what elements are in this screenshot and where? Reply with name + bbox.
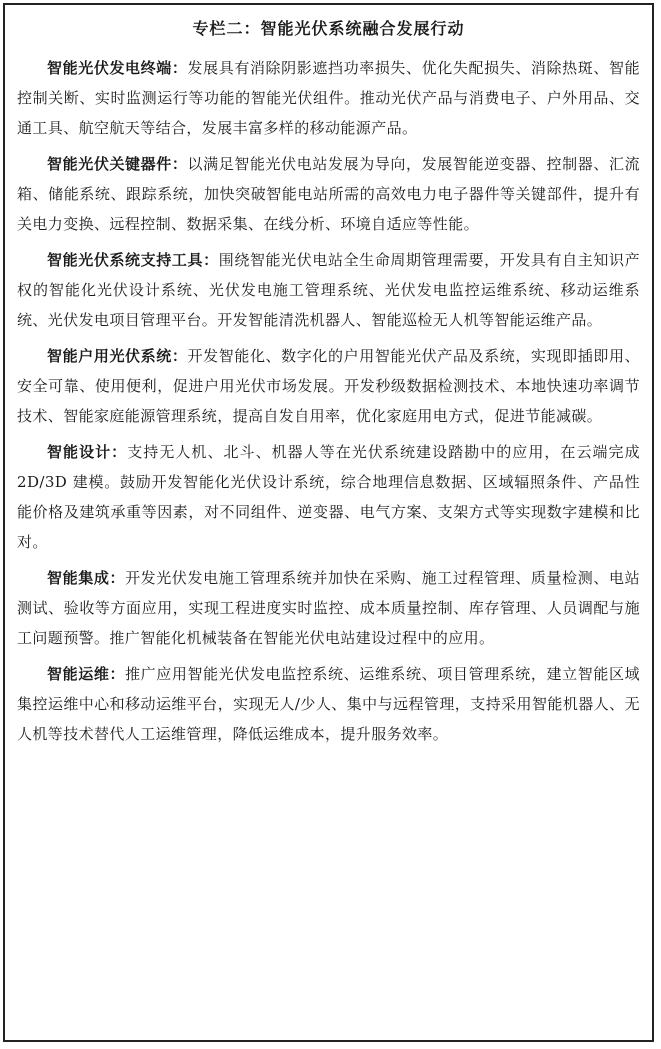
section-heading: 智能光伏关键器件： <box>47 155 188 173</box>
section-heading: 智能光伏发电终端： <box>47 59 188 77</box>
section-heading: 智能户用光伏系统： <box>47 347 188 365</box>
section-body: 以满足智能光伏电站发展为导向，发展智能逆变器、控制器、汇流箱、储能系统、跟踪系统，加快突破智能电站所需的高效电力电子器件等关键部件，提升有关电力变换、远程控制、数据采集、在线分析、环境自适应等性能。 <box>17 155 640 233</box>
feature-box <box>3 3 654 1042</box>
section-body: 开发智能化、数字化的户用智能光伏产品及系统，实现即插即用、安全可靠、使用便利，促进户用光伏市场发展。开发秒级数据检测技术、本地快速功率调节技术、智能家庭能源管理系统，提高自发自用率，优化家庭用电方式，促进节能减碳。 <box>17 347 640 425</box>
section-body: 发展具有消除阴影遮挡功率损失、优化失配损失、消除热斑、智能控制关断、实时监测运行等功能的智能光伏组件。推动光伏产品与消费电子、户外用品、交通工具、航空航天等结合，发展丰富多样的移动能源产品。 <box>17 59 640 137</box>
section-smart-pv-terminal <box>17 53 640 143</box>
section-smart-pv-support-tools <box>17 245 640 335</box>
box-title: 专栏二：智能光伏系统融合发展行动 <box>192 19 465 38</box>
section-smart-integration <box>17 563 640 653</box>
section-body: 开发光伏发电施工管理系统并加快在采购、施工过程管理、质量检测、电站测试、验收等方面应用，实现工程进度实时监控、成本质量控制、库存管理、人员调配与施工问题预警。推广智能化机械装备在智能光伏电站建设过程中的应用。 <box>17 569 640 647</box>
section-smart-pv-key-devices <box>17 149 640 239</box>
section-smart-om <box>17 659 640 749</box>
section-heading: 智能运维： <box>47 665 126 683</box>
section-heading: 智能设计： <box>47 443 128 461</box>
section-body: 围绕智能光伏电站全生命周期管理需要，开发具有自主知识产权的智能化光伏设计系统、光伏发电施工管理系统、光伏发电监控运维系统、移动运维系统、光伏发电项目管理平台。开发智能清洗机器人、智能巡检无人机等智能运维产品。 <box>17 251 640 329</box>
section-heading: 智能光伏系统支持工具： <box>47 251 219 269</box>
section-smart-design <box>17 437 640 557</box>
section-body: 支持无人机、北斗、机器人等在光伏系统建设踏勘中的应用，在云端完成 2D/3D 建模。鼓励开发智能化光伏设计系统，综合地理信息数据、区域辐照条件、产品性能价格及建筑承重等因素，对不同组件、逆变器、电气方案、支架方式等实现数字建模和比对。 <box>17 443 640 551</box>
section-smart-household-pv <box>17 341 640 431</box>
section-body: 推广应用智能光伏发电监控系统、运维系统、项目管理系统，建立智能区域集控运维中心和移动运维平台，实现无人/少人、集中与远程管理，支持采用智能机器人、无人机等技术替代人工运维管理，降低运维成本，提升服务效率。 <box>17 665 640 743</box>
section-heading: 智能集成： <box>47 569 126 587</box>
